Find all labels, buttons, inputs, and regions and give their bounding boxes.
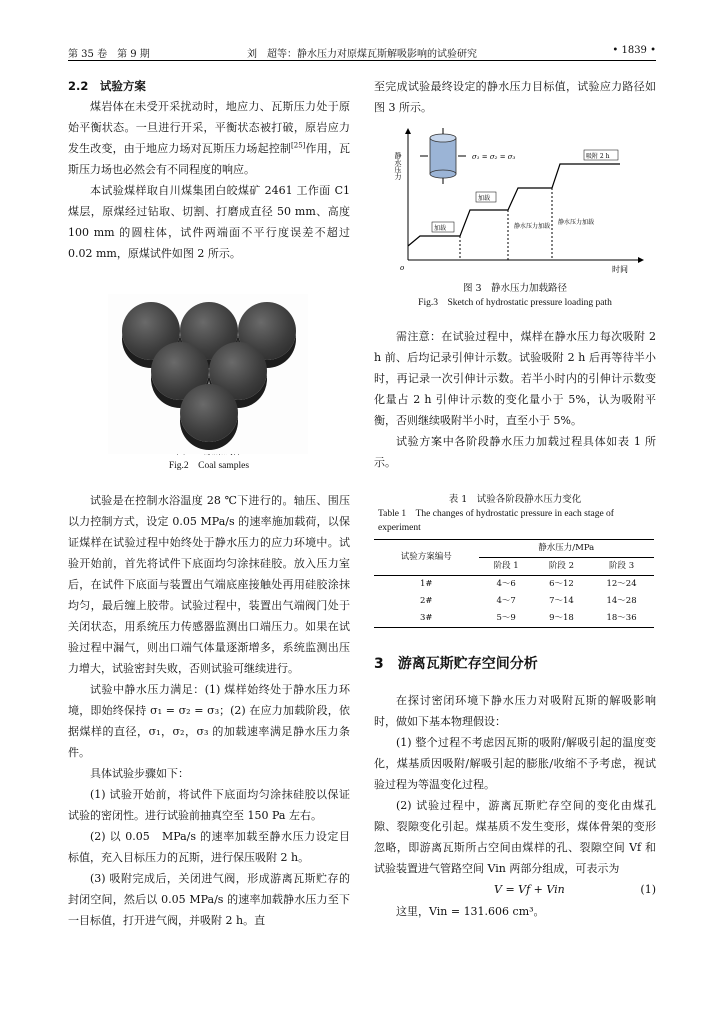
running-header — [68, 44, 656, 61]
table-cell: 9～18 — [534, 610, 589, 628]
equation-number: (1) — [640, 883, 656, 896]
y-axis-label: 静水压力 — [394, 152, 402, 180]
table-header-group: 静水压力/MPa — [479, 540, 655, 558]
label-jiazai-1: 加载 — [434, 225, 447, 232]
table-row — [374, 576, 654, 594]
table-header-stage: 阶段 1 — [479, 558, 534, 576]
table-cell: 4～6 — [479, 576, 534, 594]
figure-3-caption-en: Fig.3 Sketch of hydrostatic pressure loading path — [418, 298, 612, 308]
x-axis-label: 时间 — [612, 265, 628, 274]
table-cell: 18～36 — [589, 610, 654, 628]
step-1: (1) 试验开始前，将试件下底面均匀涂抹硅胶以保证试验的密闭性。进行试验前抽真空至 150 Pa 左右。 — [68, 788, 350, 822]
table-cell: 14～28 — [606, 596, 637, 606]
equation-expression: V = Vf + Vin — [494, 883, 565, 896]
sample-cylinder-icon — [420, 128, 466, 184]
table-cell: 7～14 — [549, 596, 574, 606]
paragraph: 煤岩体在未受开采扰动时，地应力、瓦斯压力处于原始平衡状态。一旦进行开采，平衡状态被打破，原岩应力发生改变，由于地应力场对瓦斯压力场起控制[25]作用，瓦斯压力场也必然会有不同程度的响应。 — [68, 100, 351, 176]
assumption-1: (1) 整个过程不考虑因瓦斯的吸附/解吸引起的温度变化，煤基质因吸附/解吸引起的膨胀/收缩不予考虑，视试验过程为等温变化过程。 — [374, 736, 656, 791]
paragraph: 至完成试验最终设定的静水压力目标值，试验应力路径如图 3 所示。 — [374, 80, 656, 114]
step-3: (3) 吸附完成后，关闭进气阀，形成游离瓦斯贮存的封闭空间，然后以 0.05 MPa/s 的速率加载静水压力至下一目标值，打开进气阀，并吸附 2 h。直 — [68, 872, 350, 927]
table-cell: 5～9 — [479, 610, 534, 628]
section-title-3: 3 游离瓦斯贮存空间分析 — [374, 656, 538, 672]
table-cell: 6～12 — [534, 576, 589, 594]
table-header-scheme: 试验方案编号 — [374, 540, 479, 576]
table-cell: 12～24 — [589, 576, 654, 594]
origin-label: o — [400, 264, 405, 272]
paragraph: 试验是在控制水浴温度 28 ℃下进行的。轴压、围压以力控制方式，设定 0.05 MPa/s 的速率施加载荷，以保证煤样在试验过程中始终处于静水压力的应力环境中。试验开始前，首先将试件下底面均匀涂抹硅胶。放入压力室后，在试件下底面与装置出气端底座接触处再用硅胶涂抹均匀，最后缠上胶带。试验过程中，装置出气端阀门处于关闭状态，用系统压力传感器监测出口端压力。如果在试验过程中漏气，则出口端气体量逐渐增多，系统监测出压力增大，试验密封失败，否则试验可继续进行。 — [68, 494, 350, 675]
label-jiazai-2: 加载 — [478, 195, 491, 202]
table-cell: 4～7 — [496, 596, 516, 606]
table-1-title-en: Table 1 The changes of hydrostatic pressure in each stage of experiment — [378, 509, 614, 533]
table-header-stage: 阶段 3 — [589, 558, 654, 576]
paragraph: 具体试验步骤如下： — [90, 767, 189, 780]
assumption-2: (2) 试验过程中，游离瓦斯贮存空间的变化由煤孔隙、裂隙变化引起。煤基质不发生变形，煤体骨架的变形忽略，即游离瓦斯所占空间由煤样的孔、裂隙空间 Vf 和试验装置进气管路空间 Vin 两部分组成，可表示为 — [374, 799, 656, 875]
figure-3-caption-zh: 图 3 静水压力加载路径 — [462, 283, 568, 294]
label-xifu: 吸附 2 h — [586, 153, 610, 160]
paragraph: 试验中静水压力满足：(1) 煤样始终处于静水压力环境，即始终保持 σ₁ = σ₂ = σ₃；(2) 在应力加载阶段，依据煤样的直径，σ₁，σ₂，σ₃ 的加载速率满足静水压力条件。 — [68, 683, 350, 759]
table-row — [374, 610, 654, 628]
table-row — [374, 593, 654, 610]
table-1-title-zh: 表 1 试验各阶段静水压力变化 — [448, 494, 582, 505]
step-2: (2) 以 0.05 MPa/s 的速率加载至静水压力设定目标值，充入目标压力的瓦斯，进行保压吸附 2 h。 — [68, 830, 350, 864]
paragraph: 这里，Vin = 131.606 cm³。 — [396, 905, 545, 918]
page-number: • 1839 • — [612, 45, 656, 56]
table-header-stage: 阶段 2 — [534, 558, 589, 576]
journal-volume: 第 35 卷 第 9 期 — [68, 49, 150, 60]
citation[interactable]: [25] — [291, 141, 306, 150]
table-1 — [374, 539, 654, 628]
figure-2-caption-en: Fig.2 Coal samples — [168, 461, 250, 471]
section-title-2-2: 2.2 试验方案 — [68, 79, 146, 93]
paragraph: 本试验煤样取自川煤集团白皎煤矿 2461 工作面 C1 煤层，原煤经过钻取、切割、打磨成直径 50 mm、高度 100 mm 的圆柱体，试件两端面不平行度误差不超过 0.02 mm，原煤试件如图 2 所示。 — [68, 184, 350, 260]
stress-equality: σ₁ = σ₂ = σ₃ — [472, 153, 516, 161]
paragraph: 试验方案中各阶段静水压力加载过程具体如表 1 所示。 — [374, 435, 656, 469]
equation-1 — [374, 879, 656, 901]
paragraph: 在探讨密闭环境下静水压力对吸附瓦斯的解吸影响时，做如下基本物理假设： — [374, 694, 656, 728]
label-static-load-2: 静水压力加载 — [558, 219, 595, 226]
table-cell: 2# — [419, 596, 433, 606]
table-cell: 3# — [374, 610, 479, 628]
coal-samples-photo — [108, 294, 308, 454]
table-cell: 1# — [374, 576, 479, 594]
left-column — [68, 76, 350, 931]
y-arrow-icon — [405, 128, 411, 134]
paragraph: 需注意：在试验过程中，煤样在静水压力每次吸附 2 h 前、后均记录引伸计示数。试验吸附 2 h 后再等待半小时，再记录一次引伸计示数。若半小时内的引伸计示数变化量占 2 h 引伸计示数的变化量小于 5%，认为吸附平衡，否则继续吸附半小时，直至小于 5%。 — [374, 330, 656, 427]
article-title: 刘 超等：静水压力对原煤瓦斯解吸影响的试验研究 — [247, 49, 477, 60]
coal-sample-image — [180, 384, 238, 442]
x-arrow-icon — [638, 257, 644, 263]
loading-path-diagram — [388, 128, 644, 276]
label-static-load-1: 静水压力加载 — [514, 223, 551, 230]
